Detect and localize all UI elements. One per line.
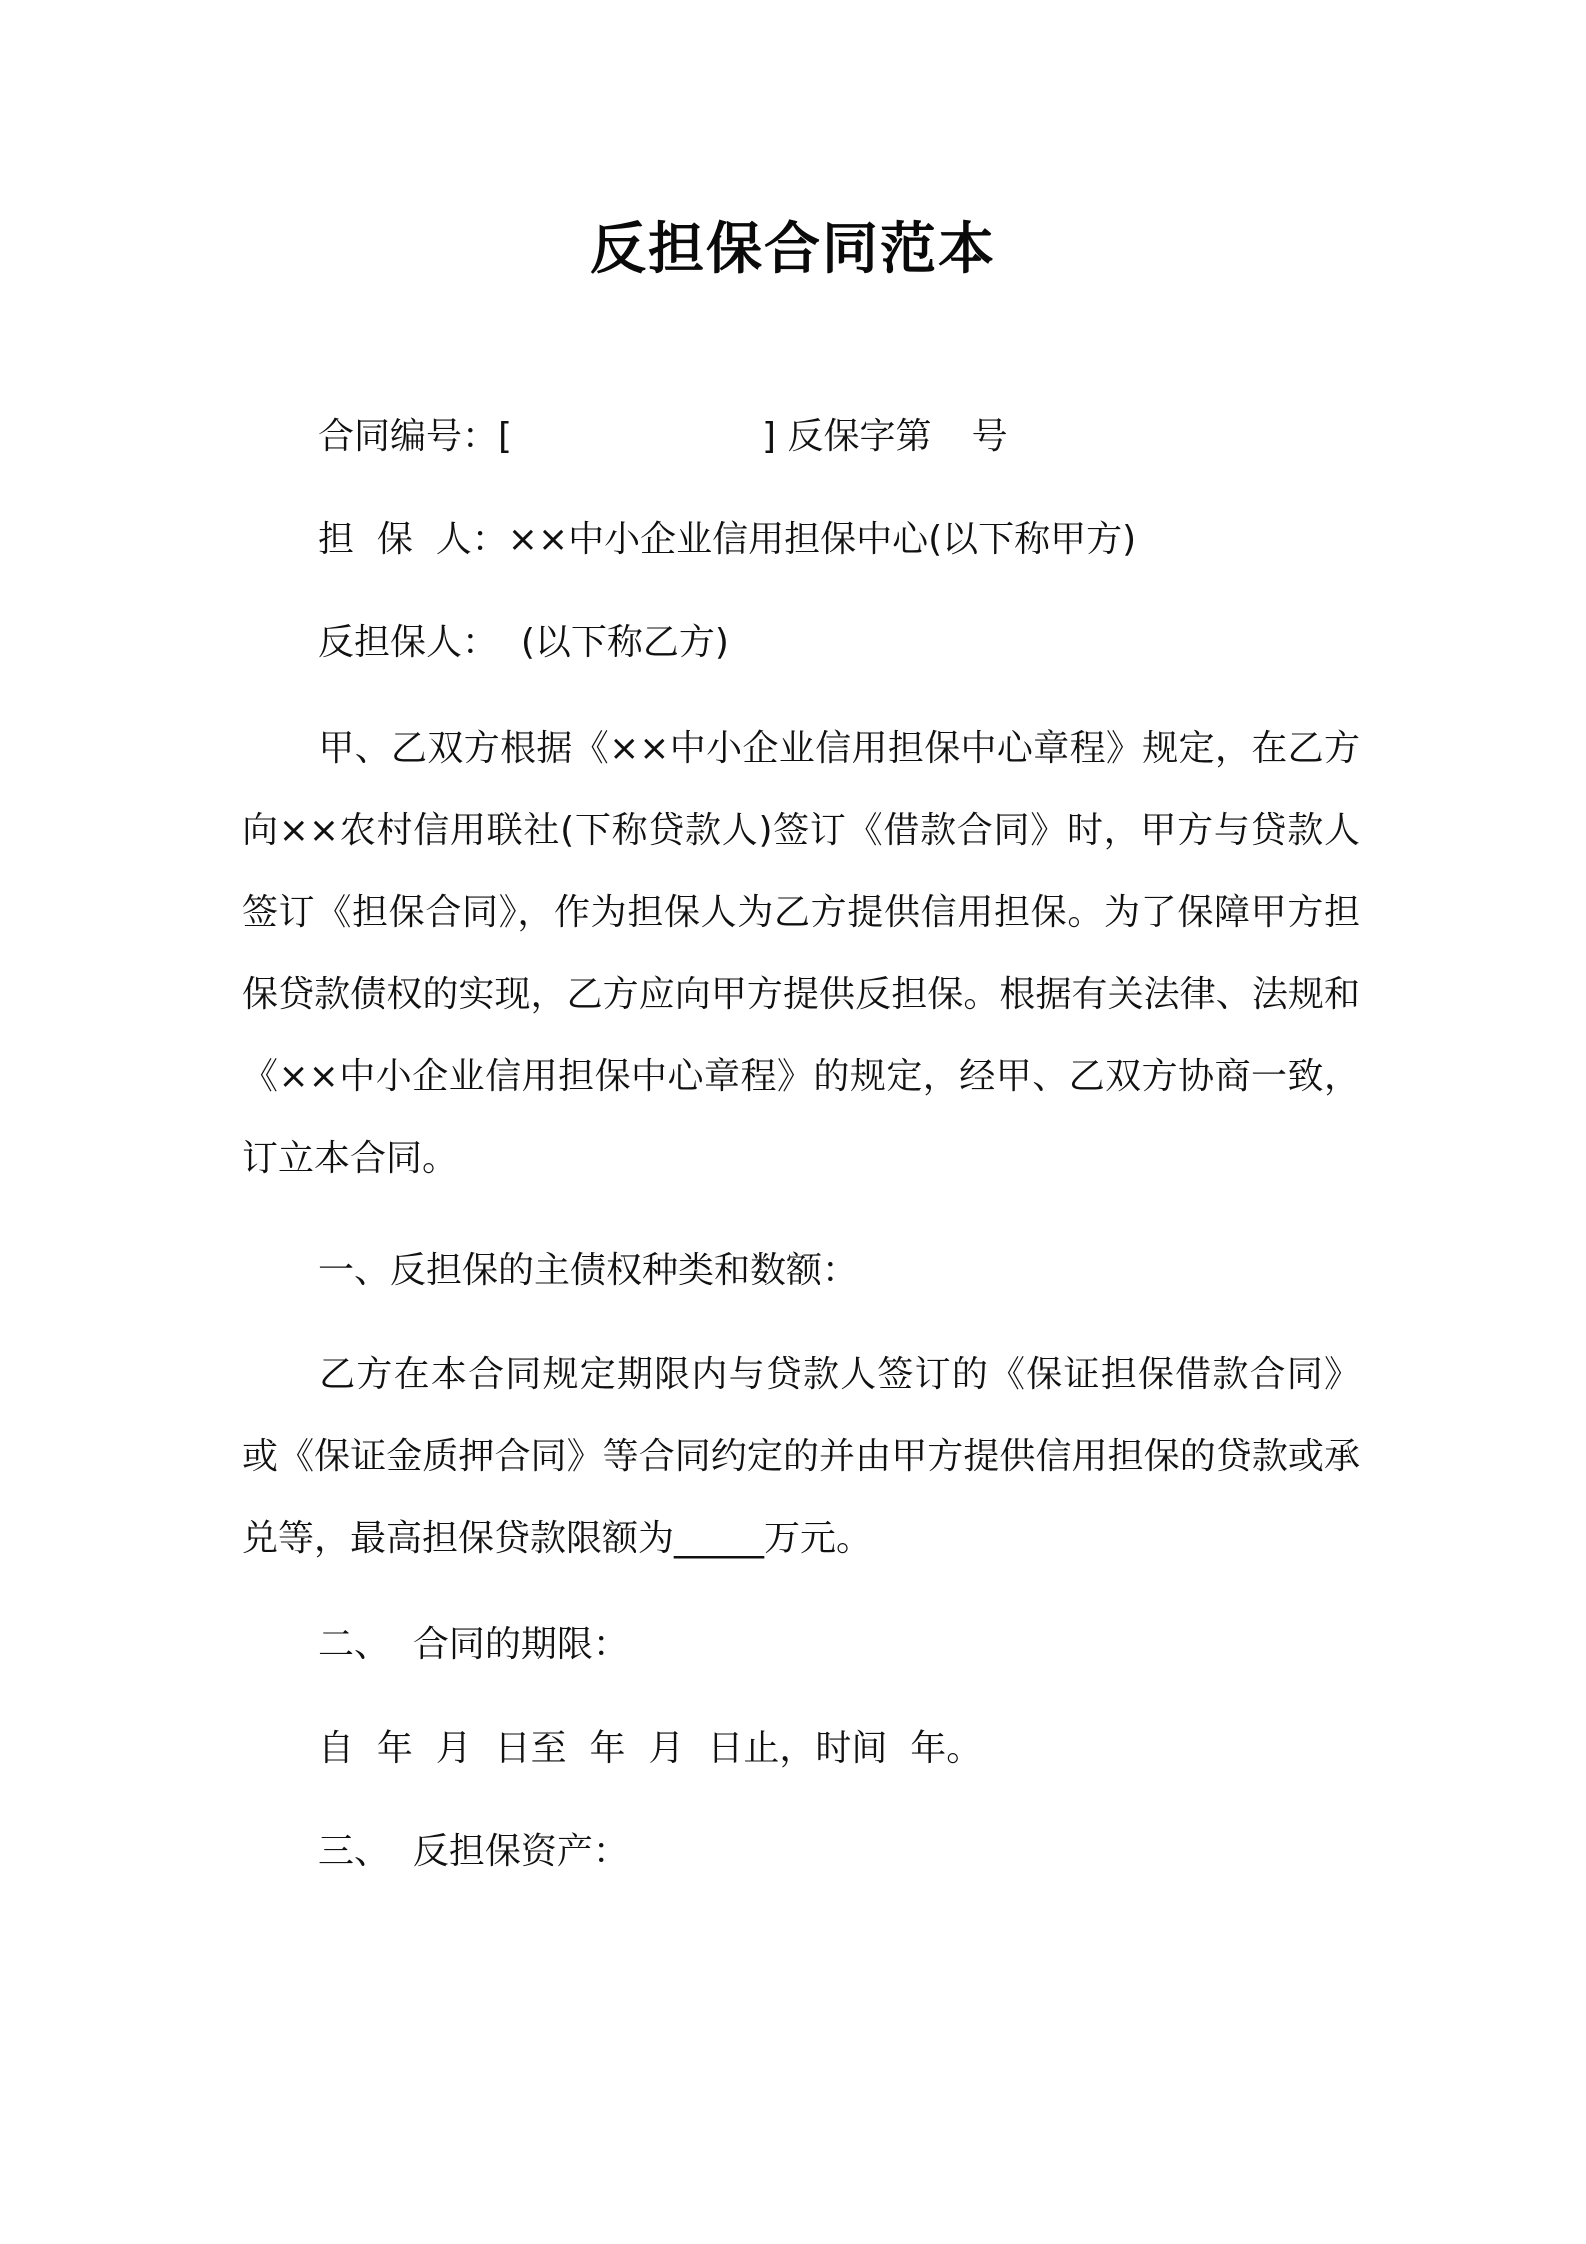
document-title: 反担保合同范本 — [590, 217, 996, 282]
contract-number-line — [318, 412, 1008, 462]
section2-heading: 二、 合同的期限： — [318, 1624, 629, 1665]
section1-heading: 一、反担保的主债权种类和数额： — [318, 1250, 859, 1291]
contract-number-label: 合同编号：[ — [318, 416, 513, 457]
intro-paragraph-text: 甲、乙双方根据《××中小企业信用担保中心章程》规定，在乙方向××农村信用联社(下称贷款人)签订《借款合同》时，甲方与贷款人签订《担保合同》，作为担保人为乙方提供信用担保。为了保障甲方担保贷款债权的实现，乙方应向甲方提供反担保。根据有关法律、法规和《××中小企业信用担保中心章程》的规定，经甲、乙双方协商一致，订立本合同。 — [242, 728, 1360, 1179]
contract-number-close-bracket: ] — [762, 416, 777, 457]
section2-body: 自 年 月 日至 年 月 日止，时间 年。 — [318, 1728, 983, 1769]
contract-number-suffix-b: 号 — [971, 416, 1008, 457]
guarantor-line: 担 保 人：××中小企业信用担保中心(以下称甲方) — [318, 519, 1137, 560]
counter-guarantor-line: 反担保人： (以下称乙方) — [318, 622, 729, 663]
section3-heading: 三、 反担保资产： — [318, 1831, 629, 1872]
contract-number-suffix-a: 反保字第 — [787, 416, 932, 457]
section1-paragraph-text: 乙方在本合同规定期限内与贷款人签订的《保证担保借款合同》或《保证金质押合同》等合同约定的并由甲方提供信用担保的贷款或承兑等，最高担保贷款限额为_____万元。 — [242, 1354, 1360, 1559]
intro-paragraph — [242, 708, 1360, 1200]
section1-paragraph — [242, 1334, 1360, 1580]
